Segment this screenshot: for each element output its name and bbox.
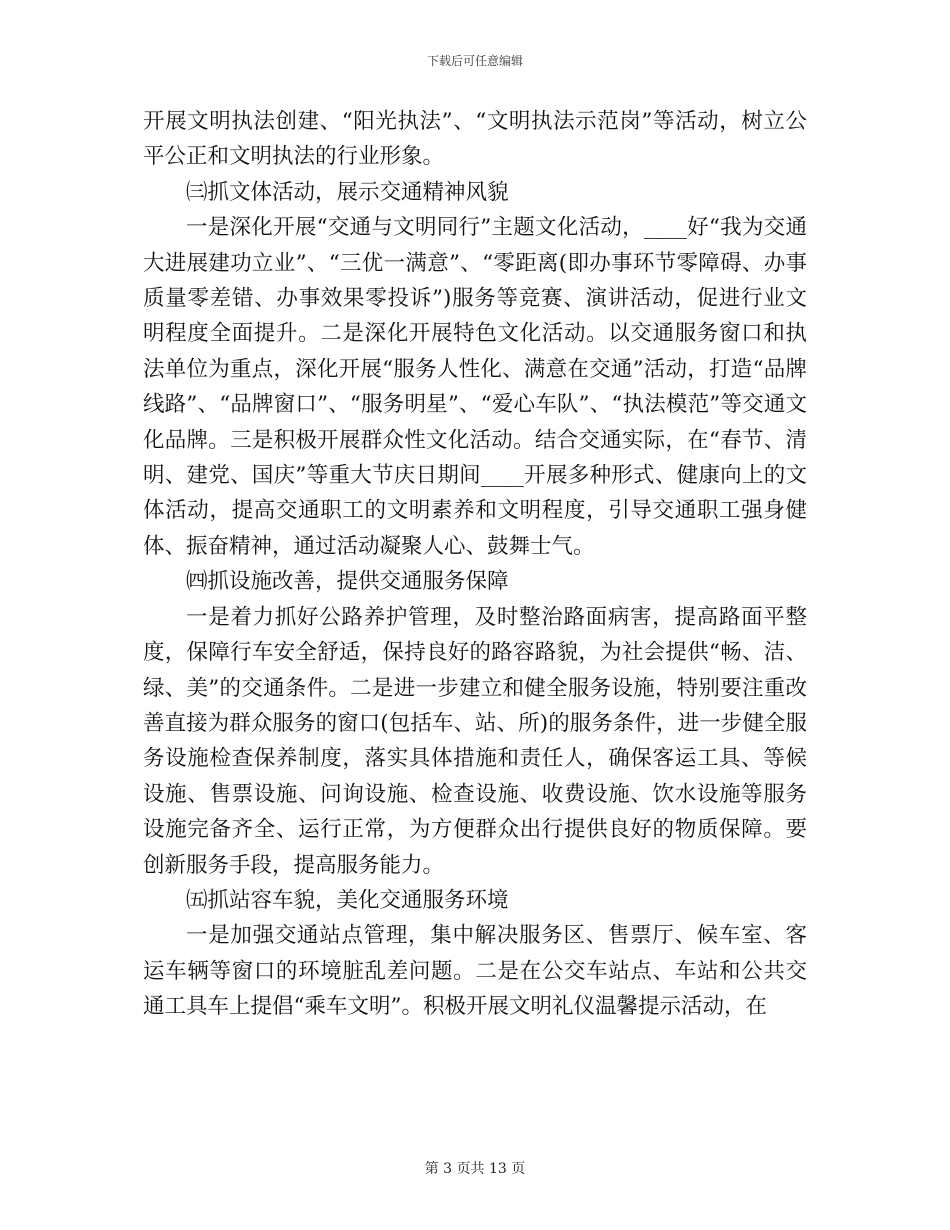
section-heading: ㈣抓设施改善，提供交通服务保障 — [186, 569, 509, 595]
paragraph: 开展文明执法创建、“阳光执法”、“文明执法示范岗”等活动，树立公平公正和文明执法的行业形象。 — [143, 109, 807, 170]
paragraph: 一是深化开展“交通与文明同行”主题文化活动，____好“我为交通大进展建功立业”、“三优一满意”、“零距离(即办事环节零障碍、办事质量零差错、办事效果零投诉”)服务等竞赛、演讲活动，促进行业文明程度全面提升。二是深化开展特色文化活动。以交通服务窗口和执法单位为重点，深化开展“服务人性化、满意在交通”活动，打造“品牌线路”、“品牌窗口”、“服务明星”、“爱心车队”、“执法模范”等交通文化品牌。三是积极开展群众性文化活动。结合交通实际，在“春节、清明、建党、国庆”等重大节庆日期间____开展多种形式、健康向上的文体活动，提高交通职工的文明素养和文明程度，引导交通职工强身健体、振奋精神，通过活动凝聚人心、鼓舞士气。 — [143, 215, 807, 559]
page-header: 下载后可任意编辑 — [426, 54, 523, 68]
page-number: 第 3 页共 13 页 — [424, 1161, 526, 1177]
section-heading: ㈢抓文体活动，展示交通精神风貌 — [186, 179, 509, 205]
section-heading: ㈤抓站容车貌，美化交通服务环境 — [186, 887, 509, 913]
paragraph: 一是加强交通站点管理，集中解决服务区、售票厅、候车室、客运车辆等窗口的环境脏乱差问题。二是在公交车站点、车站和公共交通工具车上提倡“乘车文明”。积极开展文明礼仪温馨提示活动，在 — [143, 923, 807, 1020]
document-body — [143, 104, 807, 1025]
paragraph: 一是着力抓好公路养护管理，及时整治路面病害，提高路面平整度，保障行车安全舒适，保持良好的路容路貌，为社会提供“畅、洁、绿、美”的交通条件。二是进一步建立和健全服务设施，特别要注重改善直接为群众服务的窗口(包括车、站、所)的服务条件，进一步健全服务设施检查保养制度，落实具体措施和责任人，确保客运工具、等候设施、售票设施、问询设施、检查设施、收费设施、饮水设施等服务设施完备齐全、运行正常，为方便群众出行提供良好的物质保障。要创新服务手段，提高服务能力。 — [143, 604, 807, 878]
